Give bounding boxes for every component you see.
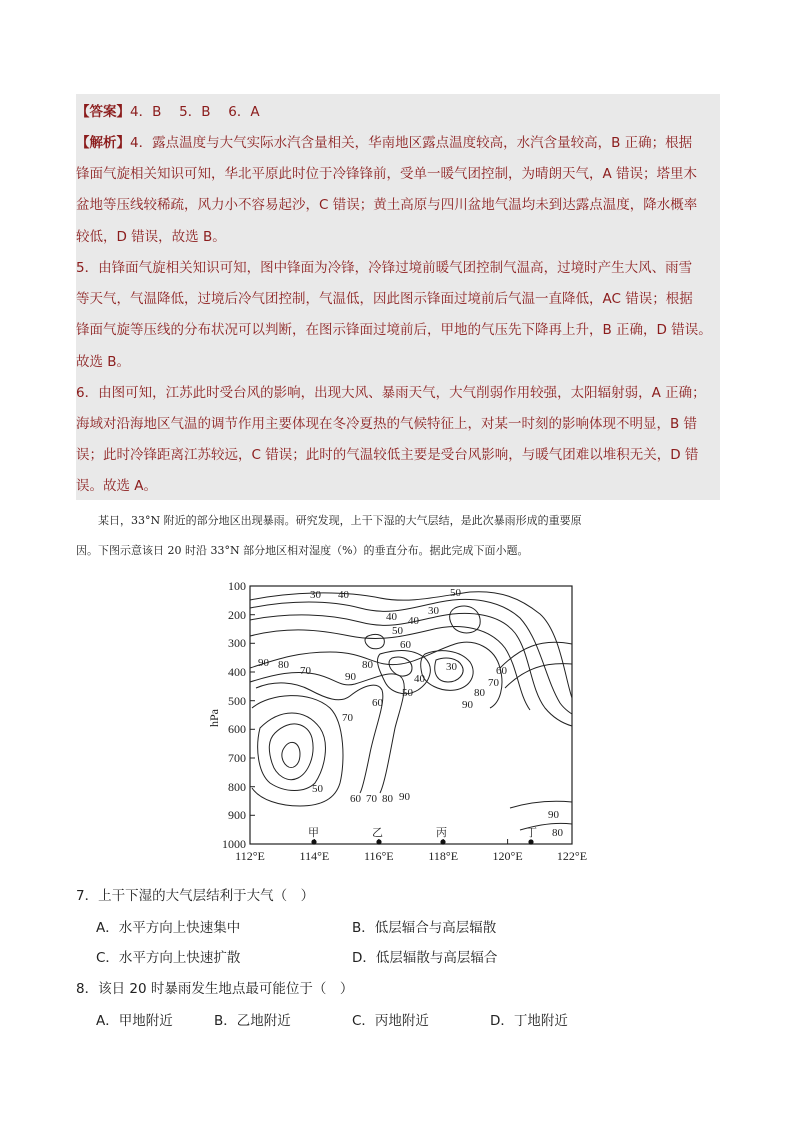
contour-label: 90 — [258, 657, 269, 669]
contour-label: 90 — [399, 791, 410, 803]
y-tick: 400 — [228, 665, 246, 679]
contour-label: 60 — [372, 697, 383, 709]
analysis-line-1: 【解析】4．露点温度与大气实际水汽含量相关，华南地区露点温度较高，水汽含量较高，B 正确；根据 — [76, 135, 693, 151]
y-tick: 100 — [228, 579, 246, 593]
contour-label: 40 — [386, 611, 397, 623]
y-tick: 200 — [228, 608, 246, 622]
question-8-option-c[interactable]: C．丙地附近 — [352, 1013, 429, 1029]
x-tick: 120°E — [492, 849, 523, 863]
contour-label: 50 — [402, 687, 413, 699]
analysis-line-6: 等天气，气温降低，过境后冷气团控制，气温低，因此图示锋面过境前后气温一直降低，AC 错误；根据 — [76, 291, 693, 307]
y-tick: 1000 — [222, 837, 246, 851]
intro-line-1: 某日，33°N 附近的部分地区出现暴雨。研究发现，上干下湿的大气层结，是此次暴雨形成的重要原 — [98, 514, 582, 527]
contour-label: 70 — [488, 677, 499, 689]
location-dot-ding — [528, 839, 533, 844]
y-tick: 700 — [228, 751, 246, 765]
analysis-line-3: 盆地等压线较稀疏，风力小不容易起沙，C 错误；黄土高原与四川盆地气温均未到达露点温度，降水概率 — [76, 197, 698, 213]
contour-label: 30 — [310, 589, 321, 601]
contour-label: 70 — [366, 793, 377, 805]
contour-label: 40 — [408, 615, 419, 627]
analysis-line-8: 故选 B。 — [76, 354, 131, 370]
contour-label: 80 — [552, 827, 563, 839]
question-7-option-a[interactable]: A．水平方向上快速集中 — [96, 920, 241, 936]
contour-label: 60 — [400, 639, 411, 651]
x-tick: 116°E — [363, 849, 394, 863]
x-tick: 114°E — [299, 849, 330, 863]
answer-line — [76, 104, 260, 120]
contour-label: 90 — [548, 809, 559, 821]
contour-label: 50 — [450, 587, 461, 599]
contour-label: 60 — [496, 665, 507, 677]
contour-label: 70 — [342, 712, 353, 724]
location-label: 乙 — [372, 827, 383, 839]
x-tick: 112°E — [235, 849, 265, 863]
analysis-line-7: 锋面气旋等压线的分布状况可以判断，在图示锋面过境前后，甲地的气压先下降再上升，B 正确，D 错误。 — [76, 322, 712, 338]
humidity-cross-section-figure — [200, 578, 600, 868]
question-8-stem: 8．该日 20 时暴雨发生地点最可能位于（ ） — [76, 981, 354, 997]
question-7-stem: 7．上干下湿的大气层结利于大气（ ） — [76, 888, 315, 904]
x-axis — [314, 839, 507, 844]
question-7-option-b[interactable]: B．低层辐合与高层辐散 — [352, 920, 497, 936]
analysis-line-4: 较低，D 错误，故选 B。 — [76, 229, 226, 245]
analysis-line-10: 海域对沿海地区气温的调节作用主要体现在冬冷夏热的气候特征上，对某一时刻的影响体现不明显，B 错 — [76, 416, 698, 432]
location-dot-jia — [311, 839, 316, 844]
analysis-tag: 【解析】 — [76, 135, 130, 151]
contour-label: 50 — [392, 625, 403, 637]
answer-tag: 【答案】 — [76, 104, 130, 120]
question-8-option-b[interactable]: B．乙地附近 — [214, 1013, 291, 1029]
y-tick: 800 — [228, 780, 246, 794]
analysis-line-2: 锋面气旋相关知识可知，华北平原此时位于冷锋锋前，受单一暖气团控制，为晴朗天气，A 错误；塔里木 — [76, 166, 698, 182]
y-tick: 300 — [228, 636, 246, 650]
question-7-option-c[interactable]: C．水平方向上快速扩散 — [96, 950, 241, 966]
contour-label: 90 — [345, 671, 356, 683]
contour-label: 50 — [312, 783, 323, 795]
y-tick: 500 — [228, 694, 246, 708]
contour-label: 80 — [362, 659, 373, 671]
contour-label: 30 — [446, 661, 457, 673]
contour-label: 40 — [414, 673, 425, 685]
location-dot-bing — [440, 839, 445, 844]
analysis-line-12: 误。故选 A。 — [76, 478, 158, 494]
answer-analysis-box — [76, 94, 720, 500]
question-7-option-d[interactable]: D．低层辐散与高层辐合 — [352, 950, 498, 966]
contour-label: 60 — [350, 793, 361, 805]
y-tick: 600 — [228, 722, 246, 736]
contour-label: 90 — [462, 699, 473, 711]
question-8-option-d[interactable]: D．丁地附近 — [490, 1013, 568, 1029]
answer-text: 4．B 5．B 6．A — [130, 104, 260, 120]
location-label: 丙 — [436, 827, 447, 839]
contour-label: 80 — [278, 659, 289, 671]
analysis-line-9: 6．由图可知，江苏此时受台风的影响，出现大风、暴雨天气，大气削弱作用较强，太阳辐射弱，A 正确； — [76, 385, 706, 401]
contour-label: 70 — [300, 665, 311, 677]
contour-label: 40 — [338, 589, 349, 601]
analysis-line-11: 误；此时冷锋距离江苏较远，C 错误；此时的气温较低主要是受台风影响，与暖气团难以堆积无关，D 错 — [76, 447, 699, 463]
y-axis — [250, 586, 255, 815]
x-tick: 122°E — [556, 849, 588, 863]
location-label: 丁 — [526, 827, 537, 839]
location-dot-yi — [376, 839, 381, 844]
intro-line-2: 因。下图示意该日 20 时沿 33°N 部分地区相对湿度（%）的垂直分布。据此完成下面小题。 — [76, 544, 529, 557]
x-tick: 118°E — [428, 849, 459, 863]
y-tick: 900 — [228, 808, 246, 822]
y-axis-label: hPa — [207, 709, 221, 727]
contour-label: 80 — [474, 687, 485, 699]
contour-label: 80 — [382, 793, 393, 805]
question-8-option-a[interactable]: A．甲地附近 — [96, 1013, 173, 1029]
analysis-line-5: 5．由锋面气旋相关知识可知，图中锋面为冷锋，冷锋过境前暖气团控制气温高，过境时产生大风、雨雪 — [76, 260, 693, 276]
contour-label: 30 — [428, 605, 439, 617]
contour-lines — [250, 592, 572, 830]
location-label: 甲 — [308, 827, 319, 839]
